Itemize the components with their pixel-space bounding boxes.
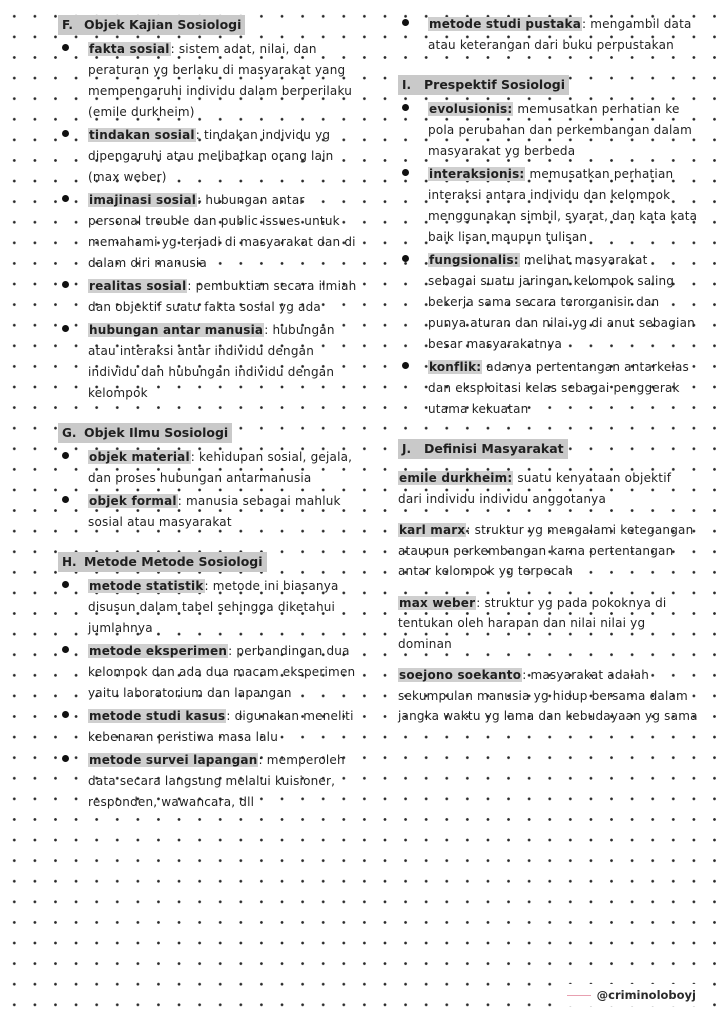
bullet-icon [402,19,409,26]
description: : hubungan antar personal trouble dan public issues untuk memahami yg terjadi di masyarakat dan di dalam diri manusia [88,193,356,270]
list-item [58,447,358,489]
section-prespektif [398,74,698,420]
description: : metode ini biasanya disusun dalam tabel sehingga diketahui jumlahnya [88,579,339,635]
description: suatu kenyataan objektif dari individu individu anggotanya [398,471,672,506]
term: max weber [399,595,476,610]
list-item [58,276,358,318]
description: memusatkan perhatian ke pola perubahan dan perkembangan dalam masyarakat yg berbeda [428,102,692,158]
list-item [398,99,698,162]
bullet-icon [62,711,69,718]
list-item [58,576,358,639]
left-column [58,14,358,831]
term: metode statistik [89,579,204,593]
term: interaksionis: [429,167,525,181]
bullet-icon [402,255,409,262]
section-title: Definisi Masyarakat [422,439,568,459]
description: adanya pertentangan antarkelas dan eksploitasi kelas sebagai penggerak utama kekuatan [428,360,689,416]
list-item [398,164,698,248]
section-objek-kajian [58,14,358,404]
divider [567,995,591,996]
bullet-icon [62,130,69,137]
description: : hubungan atau interaksi antar individu dengan individu dan hubungan individu dengan kelompok [88,323,335,400]
description: : masyarakat adalah sekumpulan manusia yg hidup bersama dalam jangka waktu yg lama dan kebudayaan yg sama [398,668,698,723]
term: fungsionalis: [429,253,519,267]
bullet-icon [62,452,69,459]
definition [398,593,698,655]
term: metode eksperimen [89,644,228,658]
list-item [58,125,358,188]
section-metode [58,551,358,813]
list-item [58,320,358,404]
term: tindakan sosial [89,128,195,142]
description: : struktur yg mengalami ketegangan ataupun perkembangan karna pertentangan antar kelompok yg terpecah [398,523,694,578]
term: emile durkheim: [399,471,513,485]
description: : memperoleh data secara langsung melalui kuisioner, responden, wawancara, dll [88,753,345,809]
term: metode studi kasus [89,709,226,723]
section-heading [398,74,698,96]
description: : perbandingan dua kelompok dan ada dua macam eksperimen yaitu laboratorium dan lapangan [88,644,356,700]
list-item [58,491,358,533]
term: soejono soekanto [399,668,522,682]
section-letter: H. [58,552,82,572]
term: imajinasi sosial [89,193,197,207]
section-title: Objek Kajian Sosiologi [82,15,245,35]
section-metode-continued [398,14,698,56]
description: : mengambil data atau keterangan dari buku perpustakan [428,17,692,52]
section-heading [398,438,698,460]
bullet-icon [62,325,69,332]
bullet-icon [402,362,409,369]
bullet-icon [62,281,69,288]
term: metode studi pustaka [429,17,582,31]
bullet-icon [402,169,409,176]
description: : tindakan individu yg dipengaruhi atau melibatkan orang lain (max weber) [88,128,334,184]
description: : struktur yg pada pokoknya di tentukan oleh harapan dan nilai nilai yg dominan [398,595,667,651]
term: karl marx [399,523,466,537]
term: metode survei lapangan [89,753,258,767]
section-letter: F. [58,15,82,35]
section-title: Metode Metode Sosiologi [82,552,267,572]
bullet-icon [62,195,69,202]
section-heading [58,551,358,573]
section-heading [58,422,358,444]
credit-handle: @criminoloboyj [596,988,696,1002]
bullet-icon [62,44,69,51]
term: objek material [89,450,190,464]
definition [398,468,698,509]
section-letter: J. [398,439,422,459]
description: memusatkan perhatian interaksi antara individu dan kelompok menggunakan simbil, syarat, dan kata kata baik lisan maupun tulisan [428,167,698,244]
term: realitas sosial [89,279,187,293]
description: : digunakan meneliti kebenaran peristiwa masa lalu [88,709,354,744]
definition [398,520,698,582]
section-letter: I. [398,75,422,95]
section-definisi-masyarakat [398,438,698,727]
description: : kehidupan sosial, gejala, dan proses hubungan antarmanusia [88,450,353,485]
list-item [398,250,698,355]
section-letter: G. [58,423,82,443]
term: konflik: [429,360,482,374]
section-objek-ilmu [58,422,358,533]
definition [398,665,698,727]
list-item [398,357,698,420]
bullet-icon [62,646,69,653]
description: : manusia sebagai mahluk sosial atau masyarakat [88,494,341,529]
description: melihat masyarakat sebagai suatu jaringan kelompok saling bekerja sama secara terorganisir dan punya aturan dan nilai yg di anut sebagian besar masyarakatnya [428,253,695,351]
section-title: Prespektif Sosiologi [422,75,569,95]
description: : sistem adat, nilai, dan peraturan yg berlaku di masyarakat yang mempengaruhi individu dalam berperilaku (emile durkheim) [88,42,353,119]
bullet-icon [62,581,69,588]
bullet-icon [402,104,409,111]
bullet-icon [62,496,69,503]
author-credit [563,984,700,1006]
list-item [58,39,358,123]
term: fakta sosial [89,42,170,56]
description: : pembuktian secara ilmiah dan objektif suatu fakta sosial yg ada [88,279,357,314]
term: hubungan antar manusia [89,323,264,337]
right-column [398,14,698,745]
term: evolusionis: [429,102,513,116]
list-item [58,190,358,274]
list-item [398,14,698,56]
list-item [58,641,358,704]
list-item [58,706,358,748]
bullet-icon [62,755,69,762]
list-item [58,750,358,813]
section-heading [58,14,358,36]
term: objek formal [89,494,177,508]
section-title: Objek Ilmu Sosiologi [82,423,232,443]
